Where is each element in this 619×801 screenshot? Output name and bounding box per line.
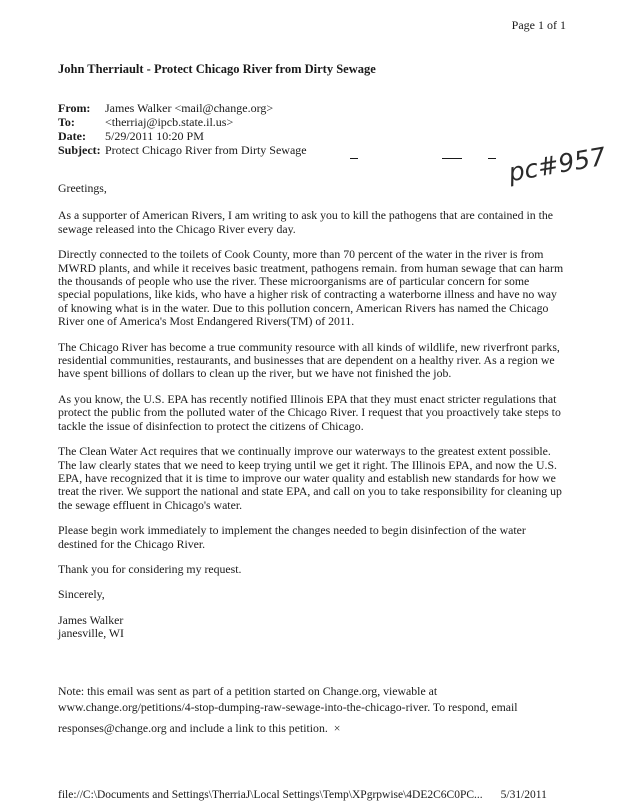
paragraph-4: As you know, the U.S. EPA has recently notified Illinois EPA that they must enact stricter regulations that protect the public from the polluted water of the Chicago River. I request that you proactively take steps to tackle the issue of disinfection to protect the citizens of Chicago. xyxy=(58,391,561,433)
signature xyxy=(58,614,564,641)
email-body xyxy=(58,182,564,641)
to-value: <therriaj@ipcb.state.il.us> xyxy=(105,115,234,129)
note-line-3 xyxy=(58,721,570,737)
closing: Sincerely, xyxy=(58,587,105,602)
from-row xyxy=(58,101,273,115)
note-line-2: www.change.org/petitions/4-stop-dumping-raw-sewage-into-the-chicago-river. To respond, email xyxy=(58,699,518,714)
subject-value: Protect Chicago River from Dirty Sewage xyxy=(105,143,307,157)
footer-date: 5/31/2011 xyxy=(500,789,547,801)
from-value: James Walker <mail@change.org> xyxy=(105,101,274,115)
paragraph-6: Please begin work immediately to implement the changes needed to begin disinfection of the water destined for the Chicago River. xyxy=(58,523,526,551)
to-label: To: xyxy=(58,115,75,129)
note-line-3-text: responses@change.org and include a link to this petition. xyxy=(58,721,328,735)
scan-mark xyxy=(442,158,462,159)
note-line-1: Note: this email was sent as part of a petition started on Change.org, viewable at xyxy=(58,684,438,698)
signature-name: James Walker xyxy=(58,612,124,627)
scan-mark xyxy=(350,158,358,159)
paragraph-1: As a supporter of American Rivers, I am writing to ask you to kill the pathogens that are contained in the sewage released into the Chicago River every day. xyxy=(58,208,554,236)
print-footer xyxy=(58,789,547,801)
paragraph-7: Thank you for considering my request. xyxy=(58,561,242,576)
paragraph-3: The Chicago River has become a true community resource with all kinds of wildlife, new riverfront parks, residential communities, restaurants, and businesses that are dependent on a healthy river. As a region we have spent billions of dollars to clean up the river, but we have not finished the job. xyxy=(58,339,560,381)
date-label: Date: xyxy=(58,129,86,143)
subject-row xyxy=(58,143,307,157)
to-row xyxy=(58,115,233,129)
signature-place: janesville, WI xyxy=(58,626,124,641)
handwritten-stamp: pc#957 xyxy=(506,141,609,188)
from-label: From: xyxy=(58,101,91,115)
date-row xyxy=(58,129,204,143)
date-value: 5/29/2011 10:20 PM xyxy=(105,129,204,143)
cross-mark-icon: × xyxy=(333,721,341,735)
petition-note xyxy=(58,684,570,737)
email-title: John Therriault - Protect Chicago River from Dirty Sewage xyxy=(58,62,376,76)
scan-mark xyxy=(488,158,496,159)
paragraph-5: The Clean Water Act requires that we continually improve our waterways to the greatest extent possible. The law clearly states that we need to keep trying until we get it right. The Illinois EPA, and now the U.S. EPA, have recognized that it is time to improve our water quality and establish new standards for how we treat the river. We support the national and state EPA, and call on you to take responsibility for cleaning up the sewage effluent in Chicago's water. xyxy=(58,444,562,512)
page-number: Page 1 of 1 xyxy=(511,18,566,32)
paragraph-2: Directly connected to the toilets of Cook County, more than 70 percent of the water in the river is from MWRD plants, and while it receives basic treatment, pathogens remain. from human sewage that can harm the thousands of people who use the river. These microorganisms are of particular concern for some special populations, like kids, who have a higher risk of contracting a waterborne illness and have no way of knowing what is in the water. Due to this pollution concern, American Rivers has named the Chicago River one of America's Most Endangered Rivers(TM) of 2011. xyxy=(58,247,564,329)
footer-path: file://C:\Documents and Settings\TherriaJ\Local Settings\Temp\XPgrpwise\4DE2C6C0PC... xyxy=(58,789,483,801)
greeting: Greetings, xyxy=(58,181,107,195)
subject-label: Subject: xyxy=(58,143,101,157)
